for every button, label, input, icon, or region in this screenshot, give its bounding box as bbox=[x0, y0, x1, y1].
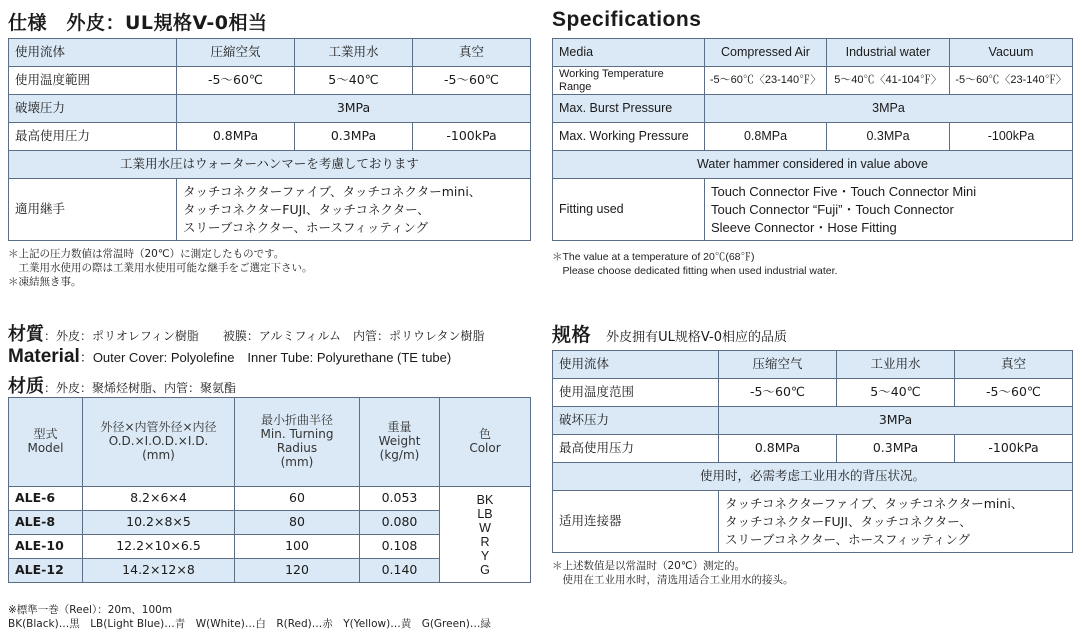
material-en-head: Material bbox=[8, 346, 80, 367]
radius-cell: 80 bbox=[235, 511, 360, 535]
fitting-line: タッチコネクターFUJI、タッチコネクター、 bbox=[725, 513, 972, 529]
media-air: 压缩空气 bbox=[719, 351, 837, 379]
color-code: G bbox=[480, 562, 490, 577]
radius-cell: 120 bbox=[235, 559, 360, 583]
table-row bbox=[553, 351, 1073, 379]
table-row bbox=[553, 379, 1073, 407]
material-ja-text: ：外皮：ポリオレフィン樹脂 被膜：アルミフィルム 内管：ポリウレタン樹脂 bbox=[44, 329, 485, 343]
media-label: 使用流体 bbox=[553, 351, 719, 379]
radius-cell: 60 bbox=[235, 487, 360, 511]
water-note: 使用时，必需考虑工业用水的背压状况。 bbox=[553, 463, 1073, 491]
note-line: Please choose dedicated fitting when used industrial water. bbox=[552, 265, 838, 277]
model-cell: ALE-8 bbox=[9, 511, 83, 535]
note-line: 工業用水使用の際は工業用水使用可能な継手をご選定下さい。 bbox=[8, 262, 313, 274]
material-en-text: ：Outer Cover: Polyolefine Inner Tube: Polyurethane (TE tube) bbox=[79, 350, 452, 365]
weight-cell: 0.053 bbox=[360, 487, 440, 511]
header-line: 重量 bbox=[387, 420, 412, 435]
zh-spec-title: 规格 bbox=[552, 324, 592, 346]
max-value: 0.8MPa bbox=[177, 123, 295, 151]
fitting-list bbox=[177, 179, 531, 241]
material-zh-head: 材质 bbox=[8, 376, 44, 397]
color-code: BK bbox=[476, 492, 494, 507]
en-spec-table bbox=[552, 38, 1073, 241]
material-en bbox=[8, 346, 451, 368]
table-row bbox=[553, 95, 1073, 123]
table-row bbox=[553, 67, 1073, 95]
color-code: Y bbox=[480, 548, 490, 563]
header-line: Weight bbox=[378, 434, 421, 449]
zh-spec-table bbox=[552, 350, 1073, 553]
note-line: BK(Black)…黒 LB(Light Blue)…青 W(White)…白 R(Red)…赤 Y(Yellow)…黄 G(Green)…緑 bbox=[8, 618, 491, 630]
weight-cell: 0.108 bbox=[360, 535, 440, 559]
media-water: 工业用水 bbox=[837, 351, 955, 379]
burst-label: Max. Burst Pressure bbox=[553, 95, 705, 123]
temp-value: -5～60℃〈23-140℉〉 bbox=[705, 67, 827, 95]
water-note: 工業用水圧はウォーターハンマーを考慮しております bbox=[9, 151, 531, 179]
temp-value: 5～40℃ bbox=[295, 67, 413, 95]
zh-spec-subtitle: 外皮拥有UL规格V-0相应的品质 bbox=[606, 330, 787, 345]
radius-cell: 100 bbox=[235, 535, 360, 559]
table-row bbox=[9, 123, 531, 151]
model-cell: ALE-10 bbox=[9, 535, 83, 559]
material-ja-head: 材質 bbox=[8, 324, 44, 345]
ja-spec-title: 仕様 外皮：UL規格V-0相当 bbox=[8, 12, 268, 34]
header-line: 色 bbox=[478, 427, 491, 442]
temp-value: -5～60℃ bbox=[413, 67, 531, 95]
color-code: LB bbox=[477, 506, 493, 521]
fitting-line: スリーブコネクター、ホースフィッティング bbox=[725, 531, 971, 547]
fitting-list bbox=[719, 491, 1073, 553]
od-cell: 12.2×10×6.5 bbox=[83, 535, 235, 559]
burst-value: 3MPa bbox=[705, 95, 1073, 123]
temp-value: -5～60℃ bbox=[177, 67, 295, 95]
temp-value: -5～60℃ bbox=[955, 379, 1073, 407]
color-list bbox=[440, 487, 531, 583]
header-line: 最小折曲半径 bbox=[260, 413, 333, 428]
header-line: (mm) bbox=[142, 447, 175, 462]
max-label: 最高使用圧力 bbox=[9, 123, 177, 151]
water-note: Water hammer considered in value above bbox=[553, 151, 1073, 179]
fitting-label: 适用连接器 bbox=[553, 491, 719, 553]
table-row bbox=[553, 39, 1073, 67]
od-cell: 10.2×8×5 bbox=[83, 511, 235, 535]
note-line: ＊上記の圧力数値は常温時（20℃）に測定したものです。 bbox=[8, 248, 285, 260]
model-cell: ALE-12 bbox=[9, 559, 83, 583]
header-od bbox=[83, 398, 235, 487]
od-cell: 8.2×6×4 bbox=[83, 487, 235, 511]
burst-value: 3MPa bbox=[177, 95, 531, 123]
fitting-line: タッチコネクターファイブ、タッチコネクターmini、 bbox=[183, 183, 482, 199]
table-row bbox=[553, 123, 1073, 151]
fitting-line: スリーブコネクター、ホースフィッティング bbox=[183, 219, 429, 235]
note-line: ※標準一巻（Reel）：20m、100m bbox=[8, 604, 173, 616]
temp-label: Working Temperature Range bbox=[553, 67, 705, 95]
max-value: -100kPa bbox=[955, 435, 1073, 463]
header-weight bbox=[360, 398, 440, 487]
temp-value: 5～40℃〈41-104℉〉 bbox=[827, 67, 950, 95]
header-color bbox=[440, 398, 531, 487]
ja-spec-table bbox=[8, 38, 531, 241]
table-row bbox=[553, 179, 1073, 241]
media-water: 工業用水 bbox=[295, 39, 413, 67]
table-row bbox=[553, 151, 1073, 179]
fitting-list bbox=[705, 179, 1073, 241]
table-row bbox=[553, 463, 1073, 491]
header-radius bbox=[235, 398, 360, 487]
header-model bbox=[9, 398, 83, 487]
burst-label: 破壊圧力 bbox=[9, 95, 177, 123]
media-label: Media bbox=[553, 39, 705, 67]
fitting-line: タッチコネクターFUJI、タッチコネクター、 bbox=[183, 201, 430, 217]
note-line: ＊凍結無き事。 bbox=[8, 276, 82, 288]
note-line: 使用在工业用水时，清选用适合工业用水的接头。 bbox=[552, 574, 794, 586]
ja-notes bbox=[8, 247, 313, 289]
max-value: 0.3MPa bbox=[295, 123, 413, 151]
zh-notes bbox=[552, 559, 794, 587]
media-water: Industrial water bbox=[827, 39, 950, 67]
product-table bbox=[8, 397, 531, 583]
od-cell: 14.2×12×8 bbox=[83, 559, 235, 583]
max-value: 0.8MPa bbox=[719, 435, 837, 463]
table-row bbox=[9, 95, 531, 123]
weight-cell: 0.080 bbox=[360, 511, 440, 535]
header-line: Color bbox=[469, 441, 501, 455]
table-row bbox=[9, 67, 531, 95]
media-label: 使用流体 bbox=[9, 39, 177, 67]
material-zh bbox=[8, 372, 236, 398]
table-row bbox=[9, 179, 531, 241]
max-value: -100kPa bbox=[413, 123, 531, 151]
table-header-row bbox=[9, 398, 531, 487]
fitting-label: Fitting used bbox=[553, 179, 705, 241]
fitting-label: 適用継手 bbox=[9, 179, 177, 241]
zh-spec-title-row bbox=[552, 320, 787, 347]
header-line: 型式 bbox=[33, 427, 58, 442]
burst-label: 破坏压力 bbox=[553, 407, 719, 435]
table-row bbox=[553, 435, 1073, 463]
fitting-line: タッチコネクターファイブ、タッチコネクターmini、 bbox=[725, 495, 1024, 511]
max-value: -100kPa bbox=[950, 123, 1073, 151]
temp-value: 5～40℃ bbox=[837, 379, 955, 407]
product-notes bbox=[8, 603, 491, 631]
max-value: 0.8MPa bbox=[705, 123, 827, 151]
fitting-line: Touch Connector Five・Touch Connector Mini bbox=[711, 183, 977, 199]
header-line: Model bbox=[27, 441, 64, 455]
color-code: R bbox=[480, 534, 490, 549]
media-vacuum: 真空 bbox=[413, 39, 531, 67]
media-air: 圧縮空気 bbox=[177, 39, 295, 67]
media-vacuum: Vacuum bbox=[950, 39, 1073, 67]
material-zh-text: ：外皮：聚烯烃树脂、内管：聚氨酯 bbox=[44, 381, 237, 395]
temp-value: -5～60℃ bbox=[719, 379, 837, 407]
table-row bbox=[553, 491, 1073, 553]
media-vacuum: 真空 bbox=[955, 351, 1073, 379]
weight-cell: 0.140 bbox=[360, 559, 440, 583]
color-code: W bbox=[479, 520, 491, 535]
burst-value: 3MPa bbox=[719, 407, 1073, 435]
temp-label: 使用温度範囲 bbox=[9, 67, 177, 95]
fitting-line: Touch Connector “Fuji”・Touch Connector bbox=[711, 201, 954, 217]
en-notes bbox=[552, 250, 837, 278]
max-label: 最高使用压力 bbox=[553, 435, 719, 463]
header-line: Min. Turning Radius bbox=[260, 427, 334, 455]
table-row bbox=[553, 407, 1073, 435]
table-row bbox=[9, 39, 531, 67]
material-ja bbox=[8, 320, 485, 346]
temp-value: -5～60℃〈23-140℉〉 bbox=[950, 67, 1073, 95]
en-spec-title: Specifications bbox=[552, 8, 702, 31]
media-air: Compressed Air bbox=[705, 39, 827, 67]
note-line: ＊The value at a temperature of 20℃(68℉) bbox=[552, 251, 755, 263]
header-line: (kg/m) bbox=[379, 447, 420, 462]
fitting-line: Sleeve Connector・Hose Fitting bbox=[711, 219, 897, 235]
header-line: (mm) bbox=[280, 454, 314, 469]
header-line: 外径×内管外径×内径 bbox=[100, 420, 217, 435]
header-line: O.D.×I.O.D.×I.D. bbox=[108, 434, 209, 449]
table-row bbox=[9, 487, 531, 511]
temp-label: 使用温度范围 bbox=[553, 379, 719, 407]
model-cell: ALE-6 bbox=[9, 487, 83, 511]
max-value: 0.3MPa bbox=[837, 435, 955, 463]
max-label: Max. Working Pressure bbox=[553, 123, 705, 151]
max-value: 0.3MPa bbox=[827, 123, 950, 151]
table-row bbox=[9, 151, 531, 179]
note-line: ＊上述数值是以常温时（20℃）测定的。 bbox=[552, 560, 746, 572]
